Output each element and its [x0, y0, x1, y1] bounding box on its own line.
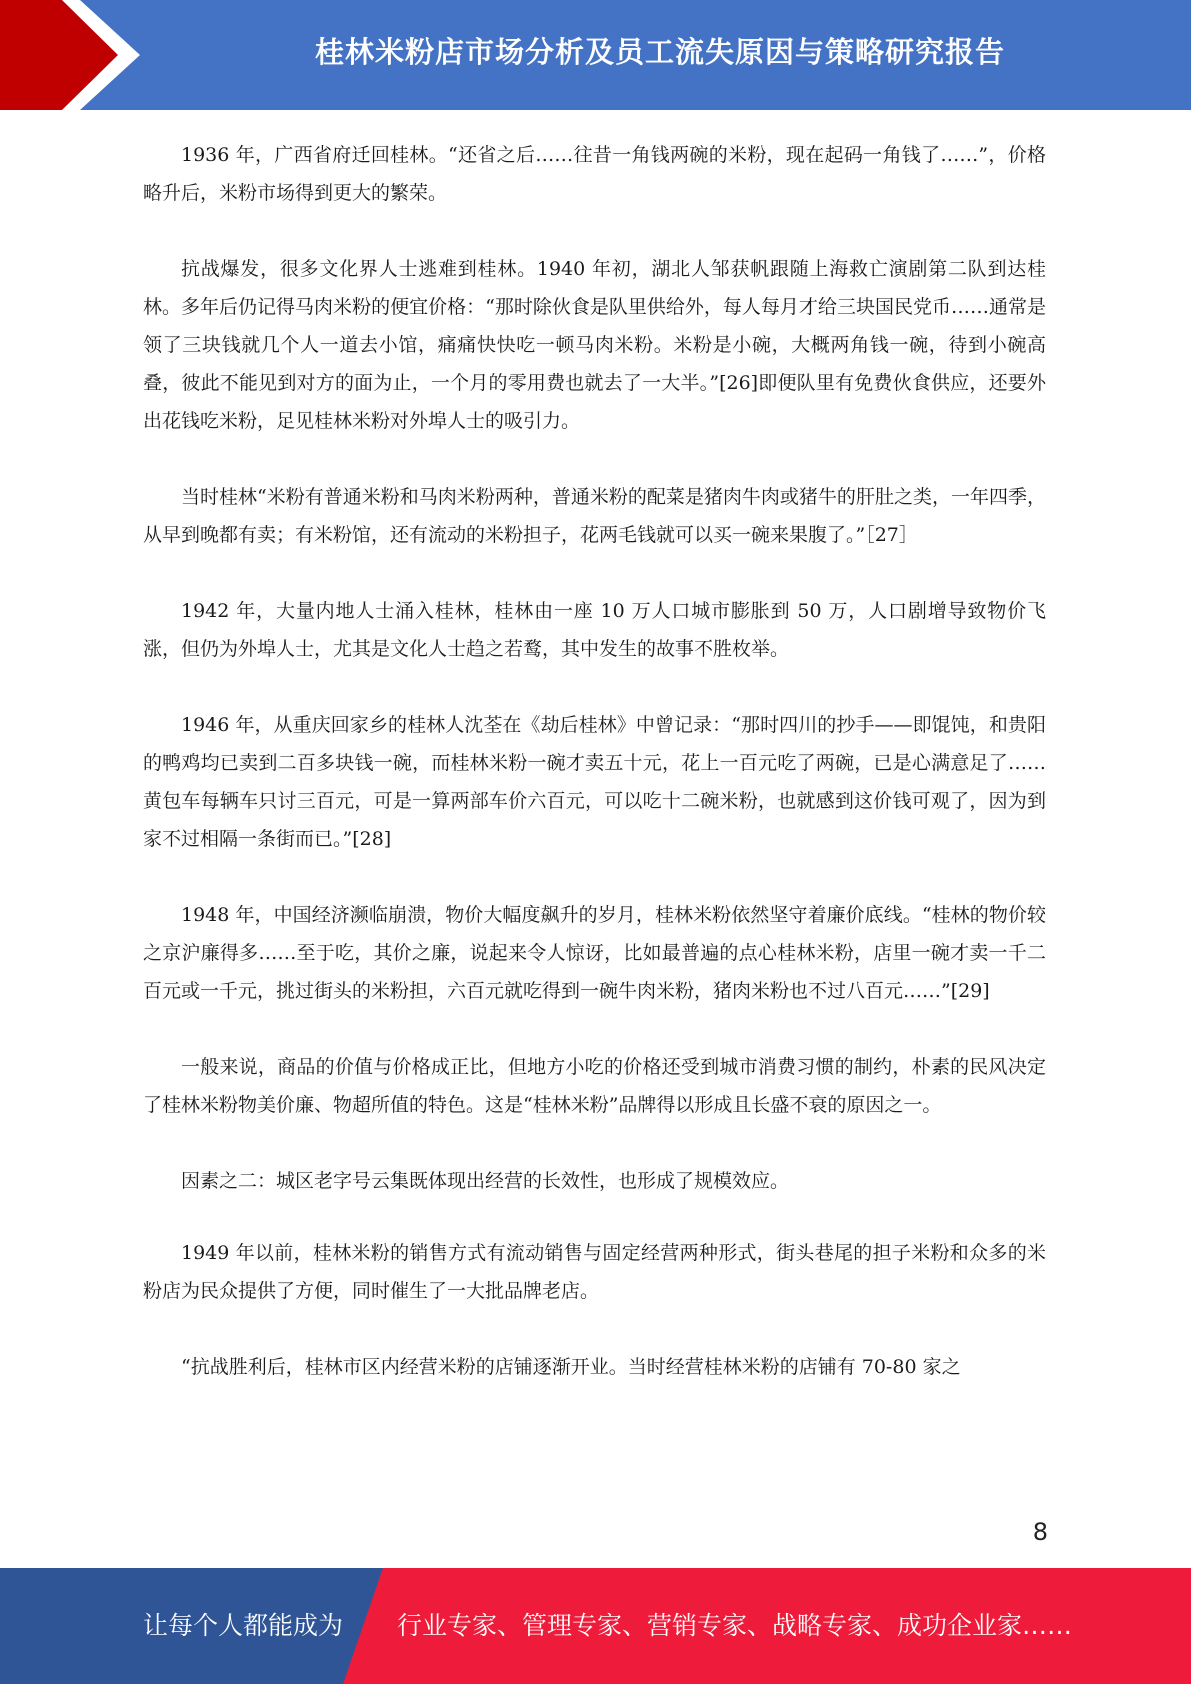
- header-banner: [0, 0, 1191, 110]
- paragraph: 因素之二：城区老字号云集既体现出经营的长效性，也形成了规模效应。: [181, 1170, 790, 1192]
- paragraph: 1942 年，大量内地人士涌入桂林，桂林由一座 10 万人口城市膨胀到 50 万，人口剧增导致物价飞涨，但仍为外埠人士，尤其是文化人士趋之若鹜，其中发生的故事不胜枚举。: [143, 600, 1046, 660]
- paragraph: 1936 年，广西省府迁回桂林。“还省之后……往昔一角钱两碗的米粉，现在起码一角钱了……”，价格略升后，米粉市场得到更大的繁荣。: [143, 144, 1046, 204]
- paragraph: “抗战胜利后，桂林市区内经营米粉的店铺逐渐开业。当时经营桂林米粉的店铺有 70-80 家之: [181, 1356, 961, 1378]
- paragraph: 1946 年，从重庆回家乡的桂林人沈荃在《劫后桂林》中曾记录：“那时四川的抄手——即馄饨，和贵阳的鸭鸡均已卖到二百多块钱一碗，而桂林米粉一碗才卖五十元，花上一百元吃了两碗，已是心满意足了……黄包车每辆车只讨三百元，可是一算两部车价六百元，可以吃十二碗米粉，也就感到这价钱可观了，因为到家不过相隔一条街而已。”[28]: [143, 714, 1046, 850]
- footer-slogan-right: 行业专家、管理专家、营销专家、战略专家、成功企业家……: [397, 1611, 1073, 1640]
- document-body: [143, 136, 1046, 1424]
- paragraph: 1948 年，中国经济濒临崩溃，物价大幅度飙升的岁月，桂林米粉依然坚守着廉价底线。“桂林的物价较之京沪廉得多……至于吃，其价之廉，说起来令人惊讶，比如最普遍的点心桂林米粉，店里一碗才卖一千二百元或一千元，挑过街头的米粉担，六百元就吃得到一碗牛肉米粉，猪肉米粉也不过八百元……”[29]: [143, 904, 1046, 1002]
- paragraph: 当时桂林“米粉有普通米粉和马肉米粉两种，普通米粉的配菜是猪肉牛肉或猪牛的肝肚之类，一年四季，从早到晚都有卖；有米粉馆，还有流动的米粉担子，花两毛钱就可以买一碗来果腹了。”［27］: [143, 486, 1046, 546]
- chevron-arrow-icon: [0, 0, 160, 110]
- page-number: 8: [1032, 1518, 1048, 1546]
- paragraph: 1949 年以前，桂林米粉的销售方式有流动销售与固定经营两种形式，街头巷尾的担子米粉和众多的米粉店为民众提供了方便，同时催生了一大批品牌老店。: [143, 1242, 1046, 1302]
- paragraph: 一般来说，商品的价值与价格成正比，但地方小吃的价格还受到城市消费习惯的制约，朴素的民风决定了桂林米粉物美价廉、物超所值的特色。这是“桂林米粉”品牌得以形成且长盛不衰的原因之一。: [143, 1056, 1046, 1116]
- paragraph: 抗战爆发，很多文化界人士逃难到桂林。1940 年初，湖北人邹获帆跟随上海救亡演剧第二队到达桂林。多年后仍记得马肉米粉的便宜价格：“那时除伙食是队里供给外，每人每月才给三块国民党币……通常是领了三块钱就几个人一道去小馆，痛痛快快吃一顿马肉米粉。米粉是小碗，大概两角钱一碗，待到小碗高叠，彼此不能见到对方的面为止，一个月的零用费也就去了一大半。”[26]即便队里有免费伙食供应，还要外出花钱吃米粉，足见桂林米粉对外埠人士的吸引力。: [143, 258, 1046, 432]
- footer-banner: [0, 1568, 1191, 1684]
- footer-slogan-left: 让每个人都能成为: [143, 1611, 344, 1640]
- report-title: 桂林米粉店市场分析及员工流失原因与策略研究报告: [314, 35, 1005, 69]
